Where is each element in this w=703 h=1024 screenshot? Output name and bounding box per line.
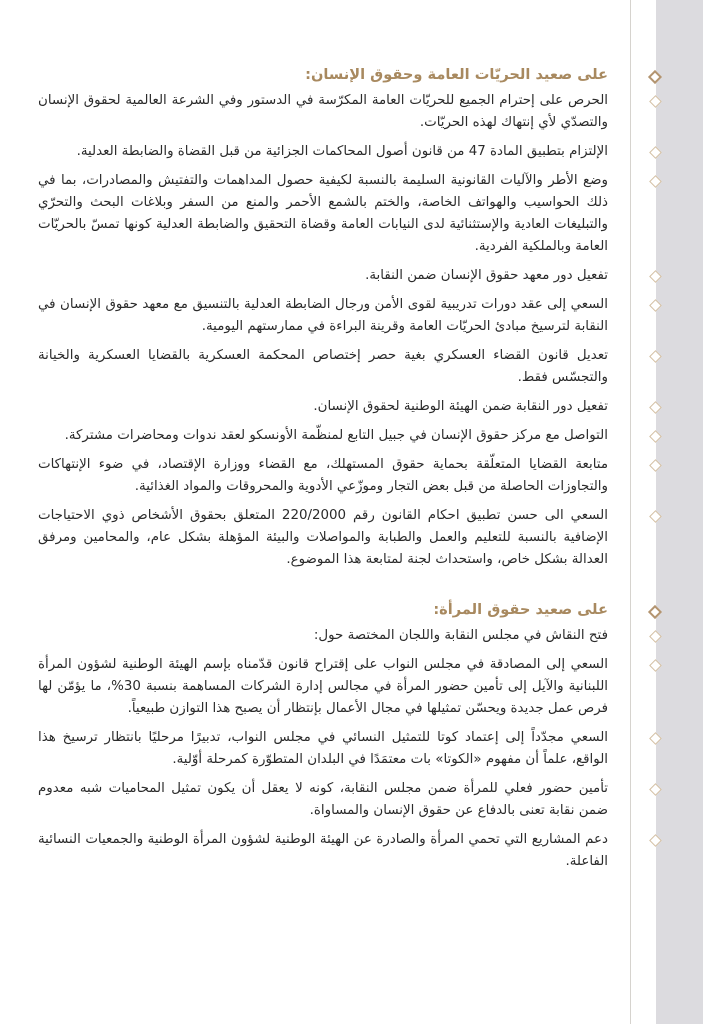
list-item: الإلتزام بتطبيق المادة 47 من قانون أصول المحاكمات الجزائية من قبل القضاة والضابطة العدلية.	[38, 141, 648, 163]
list-item: تأمين حضور فعلي للمرأة ضمن مجلس النقابة، كونه لا يعقل أن يكون تمثيل المحاميات شبه معدوم ضمن نقابة تعنى بالدفاع عن حقوق الإنسان والمساواة.	[38, 778, 648, 822]
side-panel	[656, 0, 703, 1024]
list-item: فتح النقاش في مجلس النقابة واللجان المختصة حول:	[38, 625, 648, 647]
list-item: متابعة القضايا المتعلّقة بحماية حقوق المستهلك، مع القضاء ووزارة الإقتصاد، في ضوء الإنتهاكات والتجاوزات الحاصلة من قبل بعض التجار وموزّعي الأدوية والمحروقات والمواد الغذائية.	[38, 454, 648, 498]
list-item: السعي مجدّداً إلى إعتماد كوتا للتمثيل النسائي في مجلس النواب، تدبيرًا مرحليًا بانتظار ترسيخ هذا الواقع، علماً أن مفهوم «الكوتا» بات معتمَدًا في البلدان المتطوّرة كمرحلة أوّلية.	[38, 727, 648, 771]
document-content	[38, 0, 648, 873]
heading-text: على صعيد الحريّات العامة وحقوق الإنسان:	[305, 66, 608, 83]
list-item: تفعيل دور معهد حقوق الإنسان ضمن النقابة.	[38, 265, 648, 287]
list-item: السعي الى حسن تطبيق احكام القانون رقم 220/2000 المتعلق بحقوق الأشخاص ذوي الاحتياجات الإضافية بالنسبة للتعليم والعمل والطبابة والمواصلات والبيئة المؤهلة بشكل عام، والمحامين ومرفق العدالة بشكل خاص، واستحداث لجنة لمتابعة هذا الموضوع.	[38, 505, 648, 571]
section-heading-freedoms	[38, 64, 648, 86]
list-item: السعي إلى المصادقة في مجلس النواب على إقتراح قانون قدّمناه بإسم الهيئة الوطنية لشؤون المرأة اللبنانية والآيل إلى تأمين حضور المرأة في مجالس إدارة الشركات المساهمة بنسبة 30%، ما يؤمّن لها فرص عمل جديدة ويحسّن تمثيلها في مجال الأعمال بإنتظار أن يصبح هذا التوازن طبيعياً.	[38, 654, 648, 720]
section-heading-women-rights	[38, 599, 648, 621]
list-item: الحرص على إحترام الجميع للحريّات العامة المكرّسة في الدستور وفي الشرعة العالمية لحقوق الإنسان والتصدّي لأي إنتهاك لهذه الحريّات.	[38, 90, 648, 134]
list-item: تفعيل دور النقابة ضمن الهيئة الوطنية لحقوق الإنسان.	[38, 396, 648, 418]
list-item: وضع الأطر والآليات القانونية السليمة بالنسبة لكيفية حصول المداهمات والتفتيش والمصادرات، بما في ذلك الحواسيب والهواتف الخاصة، والختم بالشمع الأحمر والمنع من السفر وبلاغات البحث والتحرّي والتبليغات العادية والإستثنائية لدى النيابات العامة وقضاة التحقيق والضابطة العدلية كونها تمسّ بالحريّات العامة وبالملكية الفردية.	[38, 170, 648, 258]
heading-text: على صعيد حقوق المرأة:	[433, 601, 608, 618]
list-item: تعديل قانون القضاء العسكري بغية حصر إختصاص المحكمة العسكرية بالقضايا العسكرية والخيانة والتجسّس فقط.	[38, 345, 648, 389]
list-item: السعي إلى عقد دورات تدريبية لقوى الأمن ورجال الضابطة العدلية بالتنسيق مع معهد حقوق الإنسان في النقابة لترسيخ مبادئ الحريّات العامة وقرينة البراءة في ممارستهم اليومية.	[38, 294, 648, 338]
list-item: دعم المشاريع التي تحمي المرأة والصادرة عن الهيئة الوطنية لشؤون المرأة الوطنية والجمعيات النسائية الفاعلة.	[38, 829, 648, 873]
list-item: التواصل مع مركز حقوق الإنسان في جبيل التابع لمنظّمة الأونسكو لعقد ندوات ومحاضرات مشتركة.	[38, 425, 648, 447]
